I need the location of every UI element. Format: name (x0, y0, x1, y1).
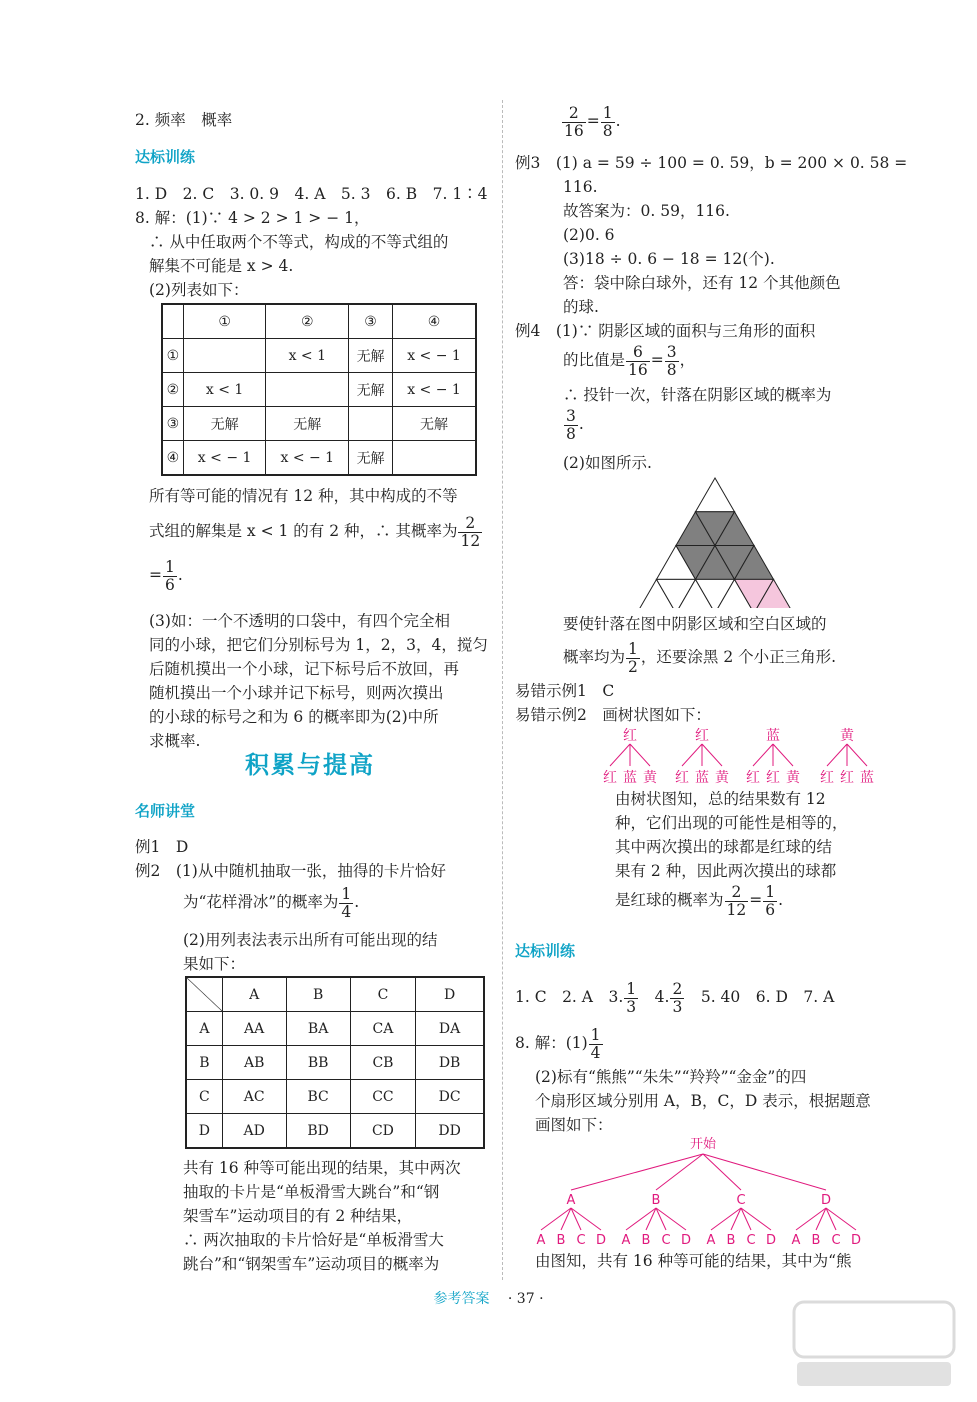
table-cell (266, 373, 349, 407)
tree-branch (702, 744, 722, 766)
tree-leaf-node: 红 (603, 770, 617, 786)
tree-leaf-node: C (661, 1233, 671, 1247)
table-row (162, 407, 476, 441)
page-number: · 37 · (507, 1291, 544, 1307)
solution-line: ∴ 从中任取两个不等式，构成的不等式组的 (149, 233, 449, 251)
tree-root-node: 黄 (840, 728, 854, 744)
example-line: 易错示例2 画树状图如下： (515, 706, 711, 724)
tree-branch (630, 744, 650, 766)
fraction: $\frac{1}{2}$ (628, 639, 638, 676)
tree-root-node: B (651, 1193, 661, 1208)
example-line: (2)用列表法表示出所有可能出现的结 (183, 931, 438, 949)
tree-leaf-node: 蓝 (623, 770, 637, 786)
tree-leaf-node: 红 (675, 770, 689, 786)
example-line: 是红球的概率为 $\frac{2}{12}$ = $\frac{1}{6}$ . (615, 882, 784, 919)
fraction: $\frac{2}{3}$ (672, 979, 683, 1016)
table-row (162, 339, 476, 373)
tree-leaf-node: D (765, 1233, 777, 1247)
chapter-title: 积累与提高 (245, 751, 375, 779)
tree-leaf-node: 黄 (715, 770, 729, 786)
table-cell: x < 1 (266, 339, 349, 373)
example-line: 例2 (1)从中随机抽取一张，抽得的卡片恰好 (135, 862, 446, 880)
table-cell: CC (350, 1080, 415, 1114)
table-row (186, 1080, 484, 1114)
tree-leaf-node: 红 (820, 770, 834, 786)
tree-branch (656, 1154, 703, 1190)
fraction: $\frac{1}{6}$ (765, 882, 776, 919)
answer-line: 1. D 2. C 3. 0. 9 4. A 5. 3 6. B 7. 1∶4 (135, 185, 488, 203)
tree-leaf-node: C (831, 1233, 841, 1247)
solution-line: 同的小球，把它们分别标号为 1，2，3，4，搅匀 (149, 636, 488, 654)
tree-leaf-node: B (811, 1233, 821, 1247)
table-cell: BB (286, 1046, 350, 1080)
fraction: $\frac{1}{4}$ (341, 884, 352, 921)
tree-leaf-node: C (576, 1233, 586, 1247)
solution-line: 后随机摸出一个小球，记下标号后不放回，再 (149, 660, 460, 678)
table-header-cell: C (350, 977, 415, 1012)
watermark-logo (789, 1292, 959, 1392)
table-header-cell: ② (266, 304, 349, 339)
table-cell: AB (222, 1046, 286, 1080)
example-line: 抽取的卡片是“单板滑雪大跳台”和“钢 (183, 1183, 440, 1201)
color-tree-diagram (600, 724, 885, 786)
table-cell: x < − 1 (393, 373, 476, 407)
tree-branch (753, 744, 773, 766)
solution-line: 解集不可能是 x > 4. (149, 257, 294, 275)
table-cell: CD (350, 1114, 415, 1149)
fraction: $\frac{2}{12}$ (726, 882, 747, 919)
solution-line: 画图如下： (535, 1116, 613, 1134)
table-row (186, 1114, 484, 1149)
tree-leaf-node: 红 (840, 770, 854, 786)
tree-leaf-node: B (641, 1233, 651, 1247)
table-header-cell: ④ (393, 304, 476, 339)
table-cell: CB (350, 1046, 415, 1080)
tree-branch (610, 744, 630, 766)
section-heading-practice: 达标训练 (135, 148, 196, 166)
fraction: $\frac{3}{8}$ (566, 406, 576, 443)
example-line: 例1 D (135, 838, 189, 856)
table-cell: 无解 (349, 339, 393, 373)
tree-leaf-node: A (536, 1233, 546, 1247)
table-cell: ② (162, 373, 183, 407)
table-row (186, 977, 484, 1012)
tree-leaf-node: A (621, 1233, 631, 1247)
example-line: ∴ 两次抽取的卡片恰好是“单板滑雪大 (183, 1231, 444, 1249)
tree-leaf-node: C (746, 1233, 756, 1247)
table-header-cell: B (286, 977, 350, 1012)
fraction: $\frac{1}{8}$ (602, 103, 613, 140)
table-cell: C (186, 1080, 222, 1114)
fraction: $\frac{6}{16}$ (628, 342, 648, 379)
tree-leaf-node: D (850, 1233, 862, 1247)
table-cell: BC (286, 1080, 350, 1114)
example-line: 116. (563, 178, 598, 196)
table-cell: DA (416, 1012, 484, 1046)
table-header-cell: A (222, 977, 286, 1012)
example-line: 易错示例1 C (515, 682, 615, 700)
tree-start-node: 开始 (689, 1137, 717, 1152)
footer-label: 参考答案 (433, 1291, 490, 1307)
table-cell: 无解 (266, 407, 349, 441)
table-row (162, 441, 476, 476)
example-line: 其中两次摸出的球都是红球的结 (615, 838, 833, 856)
tree-leaf-node: A (791, 1233, 801, 1247)
tree-root-node: 红 (695, 728, 709, 744)
table-header-cell: D (416, 977, 484, 1012)
table-row (186, 1012, 484, 1046)
example-line: 种，它们出现的可能性是相等的， (615, 814, 848, 832)
fraction: $\frac{1}{4}$ (590, 1025, 601, 1062)
solution-line: (2)标有“熊熊”“朱朱”“羚羚”“金金”的四 (535, 1068, 807, 1086)
solution-line: (2)列表如下： (149, 281, 249, 299)
example-line: (2)0. 6 (563, 226, 615, 244)
solution-line: (3)如：一个不透明的口袋中，有四个完全相 (149, 612, 450, 630)
section-heading-practice: 达标训练 (515, 942, 576, 960)
tree-branch (773, 744, 793, 766)
table-cell: 无解 (183, 407, 266, 441)
example-line: 答：袋中除白球外，还有 12 个其他颜色 (563, 274, 841, 292)
solution-line: 由图知，共有 16 种等可能的结果，其中为“熊 (535, 1252, 852, 1270)
table-cell: x < − 1 (183, 441, 266, 476)
table-header-cell: ① (183, 304, 266, 339)
tree-leaf-node: D (680, 1233, 692, 1247)
example-line: 例4 (1)∵ 阴影区域的面积与三角形的面积 (515, 322, 816, 340)
table-cell: 无解 (349, 441, 393, 476)
solution-line: 式组的解集是 x < 1 的有 2 种，∴ 其概率为 $\frac{2}{12}$ (149, 513, 481, 550)
table-cell: ④ (162, 441, 183, 476)
table-cell: D (186, 1114, 222, 1149)
fraction: $\frac{2}{16}$ (564, 103, 584, 140)
example-line: (3)18 ÷ 0. 6 − 18 = 12(个). (563, 250, 775, 268)
tree-root-node: D (820, 1193, 832, 1208)
table-row (186, 1046, 484, 1080)
table-header-cell (162, 304, 183, 339)
example-line: 跳台”和“钢架雪车”运动项目的概率为 (183, 1255, 440, 1273)
example-line: ∴ 投针一次，针落在阴影区域的概率为 (563, 386, 832, 404)
tree-branch (682, 744, 702, 766)
section-heading-lecture: 名师讲堂 (135, 802, 196, 820)
tree-leaf-node: B (556, 1233, 566, 1247)
fraction: $\frac{1}{3}$ (626, 979, 637, 1016)
table-cell: 无解 (349, 373, 393, 407)
card-result-table (185, 976, 485, 1149)
column-divider (502, 100, 503, 1280)
fraction-line: $\frac{2}{16}$ = $\frac{1}{8}$ . (564, 103, 621, 140)
table-cell: B (186, 1046, 222, 1080)
example-line: 故答案为：0. 59，116. (563, 202, 730, 220)
table-cell: BD (286, 1114, 350, 1149)
table-cell: x < − 1 (393, 339, 476, 373)
table-cell: ③ (162, 407, 183, 441)
solution-line: 8. 解：(1)∵ 4 > 2 > 1 > − 1， (135, 209, 370, 227)
fraction: $\frac{2}{12}$ (460, 513, 481, 550)
table-cell: AD (222, 1114, 286, 1149)
section-subtitle: 2. 频率 概率 (135, 111, 233, 129)
tree-root-node: 红 (623, 728, 637, 744)
fraction: $\frac{1}{6}$ (165, 557, 175, 594)
tree-root-node: C (736, 1193, 746, 1208)
example-line: $\frac{3}{8}$ . (566, 406, 584, 443)
tree-root-node: A (566, 1193, 576, 1208)
tree-root-node: 蓝 (766, 728, 780, 744)
blank-triangle (696, 478, 735, 512)
example-line: 由树状图知，总的结果数有 12 (615, 790, 826, 808)
example-line: 共有 16 种等可能出现的结果，其中两次 (183, 1159, 461, 1177)
table-header-cell (186, 977, 222, 1012)
table-cell: x < 1 (183, 373, 266, 407)
solution-line: 个扇形区域分别用 A，B，C，D 表示，根据题意 (535, 1092, 871, 1110)
fraction: $\frac{3}{8}$ (666, 342, 677, 379)
tree-leaf-node: D (595, 1233, 607, 1247)
tree-branch (571, 1154, 703, 1190)
solution-line: 的小球的标号之和为 6 的概率即为(2)中所 (149, 708, 439, 726)
example-line: 的球. (563, 298, 599, 316)
table-header-cell: ③ (349, 304, 393, 339)
table-cell: AC (222, 1080, 286, 1114)
example-line: (2)如图所示. (563, 454, 652, 472)
example-line: 概率均为 $\frac{1}{2}$ ，还要涂黑 2 个小正三角形. (563, 639, 837, 676)
tree-leaf-node: 黄 (786, 770, 800, 786)
triangle-grid-figure (635, 476, 795, 608)
solution-line: = $\frac{1}{6}$ . (149, 557, 183, 594)
tree-leaf-node: A (706, 1233, 716, 1247)
solution-line: 随机摸出一个小球并记下标号，则两次摸出 (149, 684, 444, 702)
tree-leaf-node: 蓝 (860, 770, 874, 786)
example-line: 果如下： (183, 955, 246, 973)
example-line: 的比值是 $\frac{6}{16}$ = $\frac{3}{8}$ ， (563, 342, 696, 379)
sector-tree-diagram (533, 1132, 878, 1247)
tree-branch (847, 744, 867, 766)
table-cell: CA (350, 1012, 415, 1046)
example-line: 架雪车”运动项目的有 2 种结果， (183, 1207, 413, 1225)
table-cell: x < − 1 (266, 441, 349, 476)
table-cell: DB (416, 1046, 484, 1080)
tree-leaf-node: B (726, 1233, 736, 1247)
table-row (162, 373, 476, 407)
table-cell (349, 407, 393, 441)
example-line: 例3 (1) a = 59 ÷ 100 = 0. 59，b = 200 × 0. 58 = (515, 154, 908, 172)
example-line: 为“花样滑冰”的概率为 $\frac{1}{4}$ . (183, 884, 360, 921)
table-cell (183, 339, 266, 373)
solution-line: 8. 解：(1) $\frac{1}{4}$ (515, 1025, 601, 1062)
inequality-table (161, 303, 477, 476)
table-cell: ① (162, 339, 183, 373)
example-line: 要使针落在图中阴影区域和空白区域的 (563, 615, 827, 633)
tree-leaf-node: 红 (766, 770, 780, 786)
table-cell (393, 441, 476, 476)
table-cell: BA (286, 1012, 350, 1046)
solution-line: 所有等可能的情况有 12 种，其中构成的不等 (149, 487, 458, 505)
table-cell: DD (416, 1114, 484, 1149)
tree-leaf-node: 蓝 (695, 770, 709, 786)
table-row (162, 304, 476, 339)
example-line: 果有 2 种，因此两次摸出的球都 (615, 862, 837, 880)
solution-line: 求概率. (149, 732, 201, 750)
tree-leaf-node: 红 (746, 770, 760, 786)
table-cell: 无解 (393, 407, 476, 441)
answer-line: 1. C 2. A 3. $\frac{1}{3}$ 4. $\frac{2}{3}$ 5. 40 6. D 7. A (515, 979, 835, 1016)
tree-leaf-node: 黄 (643, 770, 657, 786)
table-cell: A (186, 1012, 222, 1046)
table-cell: DC (416, 1080, 484, 1114)
tree-branch (827, 744, 847, 766)
table-cell: AA (222, 1012, 286, 1046)
